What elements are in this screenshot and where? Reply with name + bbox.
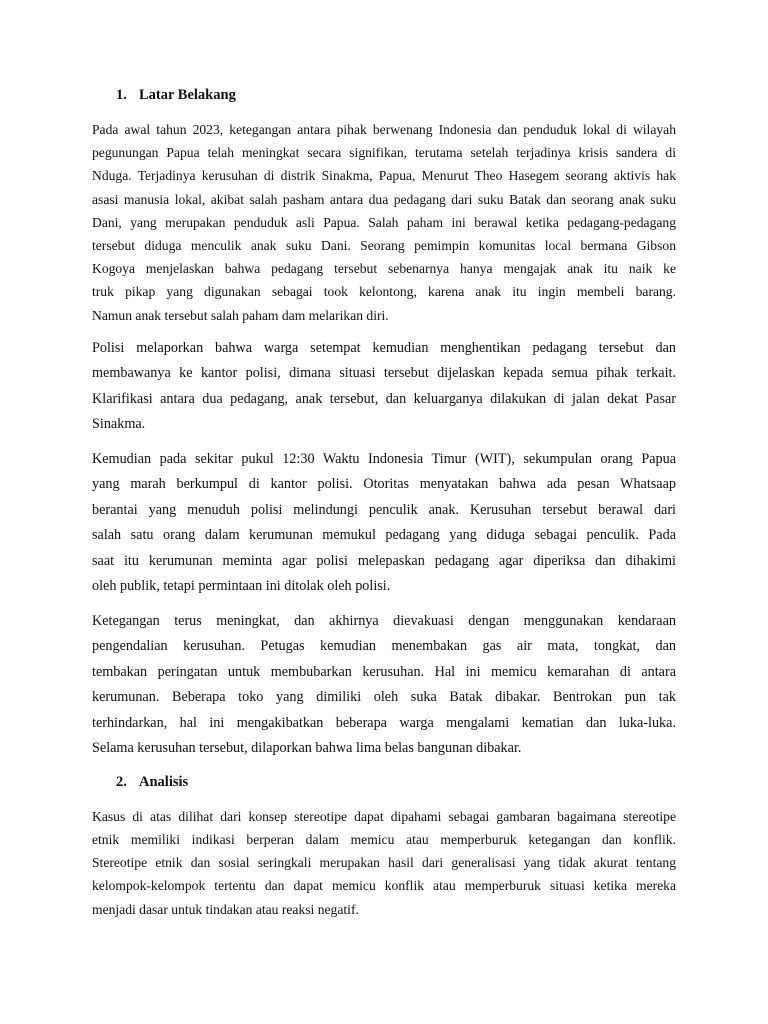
text-line: truk pikap yang digunakan sebagai took kelontong, karena anak itu ingin membeli barang. xyxy=(92,284,676,300)
section-title: Analisis xyxy=(139,773,189,790)
section-heading-analisis xyxy=(92,771,676,793)
text-line: oleh publik, tetapi permintaan ini ditolak oleh polisi. xyxy=(92,578,391,595)
text-line: Nduga. Terjadinya kerusuhan di distrik Sinakma, Papua, Menurut Theo Hasegem seorang aktivis hak xyxy=(92,168,676,184)
paragraph xyxy=(92,805,676,921)
text-line: menjadi dasar untuk tindakan atau reaksi negatif. xyxy=(92,901,359,917)
text-line: Kogoya menjelaskan bahwa pedagang tersebut sebenarnya hanya mengajak anak itu naik ke xyxy=(92,261,676,277)
section-heading-latar-belakang xyxy=(92,84,676,106)
text-line: Namun anak tersebut salah paham dam melarikan diri. xyxy=(92,307,389,323)
text-line: kerumunan. Beberapa toko yang dimiliki oleh suka Batak dibakar. Bentrokan pun tak xyxy=(92,689,676,706)
text-line: saat itu kerumunan meminta agar polisi melepaskan pedagang agar diperiksa dan dihakimi xyxy=(92,552,676,569)
text-line: kelompok-kelompok tertentu dan dapat memicu konflik atau memperburuk situasi ketika mereka xyxy=(92,878,676,894)
paragraph xyxy=(92,336,676,438)
paragraph xyxy=(92,118,676,327)
text-line: pegunungan Papua telah meningkat secara signifikan, terutama setelah terjadinya krisis sandera di xyxy=(92,145,676,161)
paragraph xyxy=(92,447,676,600)
text-line: Kemudian pada sekitar pukul 12:30 Waktu Indonesia Timur (WIT), sekumpulan orang Papua xyxy=(92,450,676,467)
text-line: Dani, yang merupakan penduduk asli Papua. Salah paham ini berawal ketika pedagang-pedagang xyxy=(92,214,676,230)
text-line: Kasus di atas dilihat dari konsep stereotipe dapat dipahami sebagai gambaran bagaimana stereotipe xyxy=(92,808,676,824)
section-number: 1. xyxy=(116,87,127,103)
text-line: Sinakma. xyxy=(92,416,146,433)
text-line: asasi manusia lokal, akibat salah pasham antara dua pedagang dari suku Batak dan seorang anak suku xyxy=(92,191,676,207)
text-line: pengendalian kerusuhan. Petugas kemudian menembakan gas air mata, tongkat, dan xyxy=(92,638,676,655)
text-line: Selama kerusuhan tersebut, dilaporkan bahwa lima belas bangunan dibakar. xyxy=(92,740,522,757)
section-number: 2. xyxy=(116,773,127,790)
section-title: Latar Belakang xyxy=(139,87,236,103)
text-line: Pada awal tahun 2023, ketegangan antara pihak berwenang Indonesia dan penduduk lokal di wilayah xyxy=(92,122,676,137)
text-line: yang marah berkumpul di kantor polisi. Otoritas menyatakan bahwa ada pesan Whatsaap xyxy=(92,476,676,493)
text-line: berantai yang menuduh polisi melindungi penculik anak. Kerusuhan tersebut berawal dari xyxy=(92,501,676,518)
text-line: salah satu orang dalam kerumunan memukul pedagang yang diduga sebagai penculik. Pada xyxy=(92,527,676,544)
text-line: tersebut diduga menculik anak suku Dani. Seorang pemimpin komunitas local bermana Gibson xyxy=(92,238,676,254)
paragraph xyxy=(92,609,676,762)
text-line: etnik memiliki indikasi berperan dalam memicu atau memperburuk ketegangan dan konflik. xyxy=(92,832,676,848)
text-line: Ketegangan terus meningkat, dan akhirnya dievakuasi dengan menggunakan kendaraan xyxy=(92,612,676,629)
text-line: Klarifikasi antara dua pedagang, anak tersebut, dan keluarganya dilakukan di jalan dekat Pasar xyxy=(92,390,676,407)
text-line: Polisi melaporkan bahwa warga setempat kemudian menghentikan pedagang tersebut dan xyxy=(92,339,676,356)
text-line: tembakan peringatan untuk membubarkan kerusuhan. Hal ini memicu kemarahan di antara xyxy=(92,663,676,680)
text-line: Stereotipe etnik dan sosial seringkali merupakan hasil dari generalisasi yang tidak akurat tentang xyxy=(92,855,676,871)
document-page xyxy=(92,84,676,930)
text-line: terhindarkan, hal ini mengakibatkan beberapa warga mengalami kematian dan luka-luka. xyxy=(92,714,676,731)
text-line: membawanya ke kantor polisi, dimana situasi tersebut dijelaskan kepada semua pihak terkait. xyxy=(92,365,676,382)
